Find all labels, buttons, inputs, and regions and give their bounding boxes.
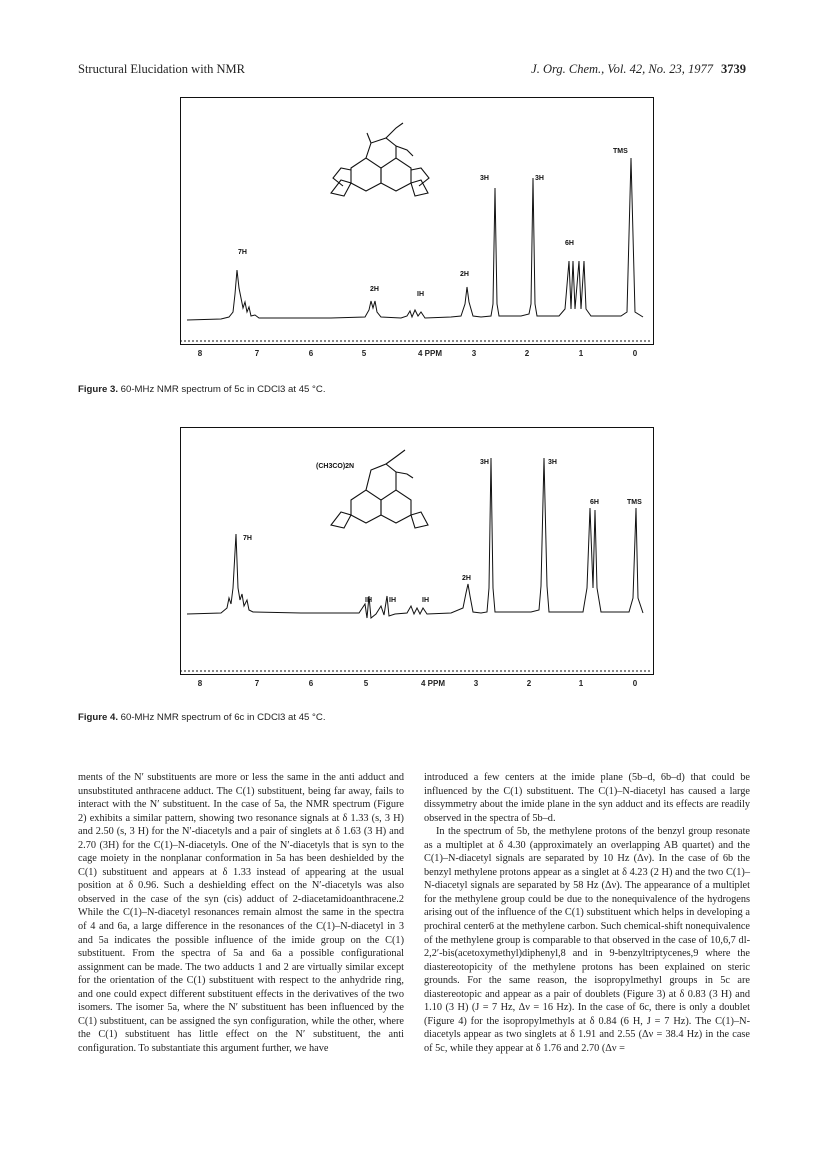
figure-4-ppm-axis: [180, 669, 652, 693]
axis3-tick-4: 4 PPM: [417, 349, 443, 358]
axis4-tick-5: 5: [363, 679, 369, 688]
axis3-tick-7: 7: [254, 349, 260, 358]
journal-name: J. Org. Chem., Vol. 42, No. 23, 1977: [531, 62, 713, 76]
peak-label-3h-a: 3H: [480, 175, 489, 182]
body-left-column: [78, 771, 404, 1055]
figure-4-peak-label-group: [243, 459, 642, 604]
peak-label-3h-b: 3H: [535, 175, 544, 182]
figure-3-plot: [181, 98, 653, 344]
axis4-tick-0: 0: [632, 679, 638, 688]
peak-label-2h: 2H: [370, 286, 379, 293]
figure-4-structure-label: (CH3CO)2N: [316, 463, 355, 470]
axis3-tick-8: 8: [197, 349, 203, 358]
figure-4-caption: [78, 712, 325, 723]
figure-4-caption-label: Figure 4.: [78, 712, 118, 723]
peak-label-3h-b: 3H: [548, 459, 557, 466]
peak-label-1h-b: IH: [389, 597, 396, 604]
peak-label-1h: IH: [417, 291, 424, 298]
axis3-tick-0: 0: [632, 349, 638, 358]
figure-3-axis-line: [180, 339, 652, 349]
figure-4-spectrum: [180, 427, 654, 675]
peak-label-1h-c: IH: [422, 597, 429, 604]
peak-label-tms: TMS: [627, 499, 642, 506]
peak-label-7h: 7H: [243, 535, 252, 542]
axis4-tick-2: 2: [526, 679, 532, 688]
peak-label-6h: 6H: [590, 499, 599, 506]
axis3-tick-6: 6: [308, 349, 314, 358]
figure-3-ppm-axis: [180, 339, 652, 363]
figure-3-caption-text: 60-MHz NMR spectrum of 5c in CDCl3 at 45 °C.: [120, 384, 326, 395]
axis3-tick-1: 1: [578, 349, 584, 358]
figure-4-spectrum-trace: [187, 458, 643, 618]
figure-3-spectrum: [180, 97, 654, 345]
peak-label-3h-a: 3H: [480, 459, 489, 466]
peak-label-7h: 7H: [238, 249, 247, 256]
body-paragraph: introduced a few centers at the imide plane (5b–d, 6b–d) that could be influenced by the C(1) substituent. The C(1)–N-diacetyl has caused a large dissymmetry about the imide plane in the syn adduct and its effects are readily observed in the spectra of 5b–d.: [424, 772, 750, 824]
figure-3-caption-label: Figure 3.: [78, 384, 118, 395]
peak-label-6h: 6H: [565, 240, 574, 247]
axis4-tick-3: 3: [473, 679, 479, 688]
peak-label-2h-b: 2H: [460, 271, 469, 278]
body-paragraph: In the spectrum of 5b, the methylene protons of the benzyl group resonate as a multiplet at δ 4.30 (approximately an overlapping AB quartet) and the C(1)–N-diacetyl signals are separated by 10 Hz (Δν). In the case of 6b the benzyl methylene protons appear as a singlet at δ 4.23 (2 H) and the two C(1)–N-diacetyl signals are separated by 58 Hz (Δν). The appearance of a multiplet for the methylene group could be due to the nonequivalence of the hydrogens arising out of the influence of the C(1) substituent which helps in developing a prochiral center6 at the methylene carbon. Such chemical-shift nonequivalence of the methylene group is comparable to that observed in the case of 10,6,7 dl-2,2′-bis(acetoxymethyl)diphenyl,8 and in 9-benzyltriptycenes,9 where the diastereotopicity of the methylene protons has been explained on steric grounds. For the same reason, the isopropylmethyl groups in 5c are diastereotopic and appear as a pair of doublets (Figure 3) at δ 0.83 (3 H) and 1.10 (3 H) (J = 7 Hz, Δν = 16 Hz). In the case of 6c, there is only a doublet (Figure 4) for the isopropylmethyls at δ 0.84 (6 H, J = 7 Hz). The C(1)–N-diacetyls appear as two singlets at δ 1.91 and 2.55 (Δν = 38.4 Hz) in the case of 5c, while they appear at δ 1.76 and 2.70 (Δν =: [424, 826, 750, 1054]
body-paragraph: ments of the N′ substituents are more or less the same in the anti adduct and unsubstituted anthracene adduct. The C(1) substituent, being far away, fails to interact with the N′ substituent. In the case of 5a, the NMR spectrum (Figure 2) exhibits a similar pattern, showing two resonance signals at δ 1.33 (s, 3 H) and 2.50 (s, 3 H) for the N′-diacetyls and a pair of singlets at δ 1.63 (3 H) and 2.70 (3H) for the C(1)–N-diacetyls. One of the N′-diacetyls that is syn to the cage moiety in the nonplanar conformation in 5a has been deshielded by the C(1) substituent and appears at δ 1.33 instead of appearing at the usual position at δ 0.96. Such a deshielding effect on the N′-diacetyls was also observed in the case of the syn (cis) adduct of 2-diacetamidoanthracene.2 While the C(1)–N-diacetyl resonances remain almost the same in the spectra of 4 and 6a, a large difference in the resonances of the C(1)–N-diacetyl in 3 and 5a indicates the possible influence of the imide group on the C(1) substituent. From the spectra of 5a and 6a a possible configurational assignment can be made. The two adducts 1 and 2 are virtually similar except for the orientation of the C(1) substituent with respect to the anhydride ring, and one could expect different substituent effects in the derivatives of the two isomers. The isomer 5a, where the N′ substituent has been influenced by the C(1) substituent, can be assigned the syn configuration, while the other, where the C(1) substituent has little effect on the N′ substituent, the anti configuration. To substantiate this argument further, we have: [78, 772, 404, 1054]
axis4-tick-1: 1: [578, 679, 584, 688]
figure-4-plot: [181, 428, 653, 674]
axis4-tick-8: 8: [197, 679, 203, 688]
figure-3-structure: [331, 123, 429, 196]
peak-label-2h: 2H: [462, 575, 471, 582]
journal-citation: [531, 62, 746, 77]
axis3-tick-2: 2: [524, 349, 530, 358]
axis4-tick-7: 7: [254, 679, 260, 688]
figure-4-axis-line: [180, 669, 652, 679]
peak-label-1h-a: IH: [365, 597, 372, 604]
peak-label-tms: TMS: [613, 148, 628, 155]
axis3-tick-5: 5: [361, 349, 367, 358]
axis3-tick-3: 3: [471, 349, 477, 358]
body-right-column: [424, 771, 750, 1055]
axis4-tick-6: 6: [308, 679, 314, 688]
figure-4-caption-text: 60-MHz NMR spectrum of 6c in CDCl3 at 45 °C.: [120, 712, 326, 723]
figure-3-caption: [78, 384, 325, 395]
page-number: 3739: [721, 62, 746, 76]
axis4-tick-4: 4 PPM: [420, 679, 446, 688]
running-header: Structural Elucidation with NMR: [78, 62, 245, 76]
figure-4-structure: [331, 450, 428, 528]
